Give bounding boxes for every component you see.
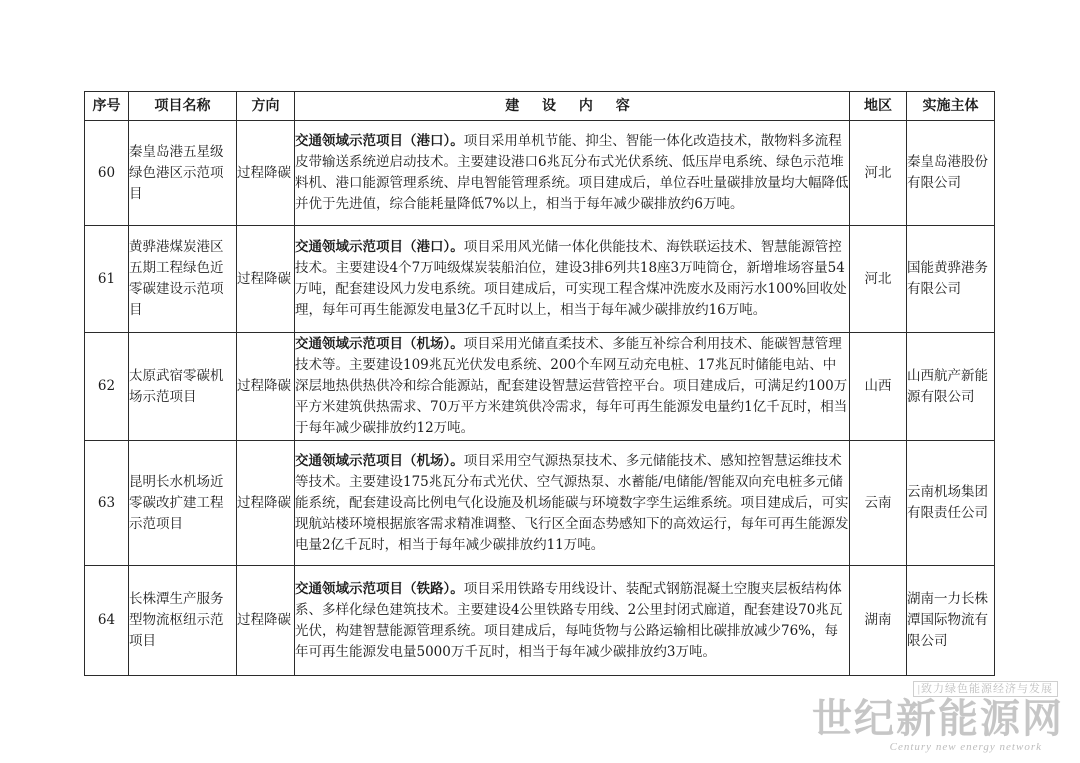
row-content-body: 项目采用单机节能、抑尘、智能一体化改造技术，散物料多流程皮带输送系统逆启动技术。主要建设港口6兆瓦分布式光伏系统、低压岸电系统、绿色示范堆料机、港口能源管理系统、岸电智能管理系统。项目建成后，单位吞吐量碳排放量均大幅降低并优于先进值，综合能耗量降低7%以上，相当于每年减少碳排放约6万吨。 [295, 133, 849, 212]
row-num: 61 [85, 226, 129, 333]
row-content [295, 226, 850, 333]
project-table [84, 91, 995, 676]
row-region: 湖南 [850, 566, 907, 676]
row-content-body: 项目采用光储直柔技术、多能互补综合利用技术、能碳智慧管理技术等。主要建设109兆瓦光伏发电系统、200个车网互动充电桩、17兆瓦时储能电站、中深层地热供热供冷和综合能源站，配套建设智慧运营管控平台。项目建成后，可满足约100万平方米建筑供热需求、70万平方米建筑供冷需求，每年可再生能源发电量约1亿千瓦时，相当于每年减少碳排放约12万吨。 [295, 336, 848, 436]
row-project-name: 黄骅港煤炭港区五期工程绿色近零碳建设示范项目 [129, 226, 237, 333]
row-content-lead: 交通领域示范项目（铁路）。 [295, 580, 464, 597]
row-project-name: 太原武宿零碳机场示范项目 [129, 333, 237, 441]
watermark-logo: 世纪新能源网 [812, 696, 1064, 741]
header-name: 项目名称 [129, 92, 237, 121]
header-direction: 方向 [237, 92, 295, 121]
row-region: 河北 [850, 121, 907, 226]
row-project-name: 昆明长水机场近零碳改扩建工程示范项目 [129, 441, 237, 566]
row-region: 云南 [850, 441, 907, 566]
row-project-name: 长株潭生产服务型物流枢纽示范项目 [129, 566, 237, 676]
table-header-row [85, 92, 995, 121]
row-direction: 过程降碳 [237, 441, 295, 566]
header-content: 建 设 内 容 [295, 92, 850, 121]
row-owner: 湖南一力长株潭国际物流有限公司 [907, 566, 995, 676]
table-row [85, 441, 995, 566]
header-region: 地区 [850, 92, 907, 121]
row-owner: 山西航产新能源有限公司 [907, 333, 995, 441]
row-region: 河北 [850, 226, 907, 333]
watermark-slogan: |致力绿色能源经济与发展 [913, 681, 1058, 697]
header-num: 序号 [85, 92, 129, 121]
row-content [295, 441, 850, 566]
table-row [85, 566, 995, 676]
row-num: 60 [85, 121, 129, 226]
row-content-body: 项目采用风光储一体化供能技术、海铁联运技术、智慧能源管控技术。主要建设4个7万吨级煤炭装船泊位，建设3排6列共18座3万吨筒仓，新增堆场容量54万吨，配套建设风力发电系统。项目建成后，可实现工程含煤冲洗废水及雨污水100%回收处理，每年可再生能源发电量3亿千瓦时以上，相当于每年减少碳排放约16万吨。 [295, 239, 847, 318]
row-content [295, 121, 850, 226]
row-num: 63 [85, 441, 129, 566]
row-owner: 云南机场集团有限责任公司 [907, 441, 995, 566]
row-direction: 过程降碳 [237, 333, 295, 441]
table-row [85, 333, 995, 441]
row-content-lead: 交通领域示范项目（机场）。 [295, 336, 464, 352]
header-owner: 实施主体 [907, 92, 995, 121]
row-content-lead: 交通领域示范项目（港口）。 [295, 133, 464, 149]
row-direction: 过程降碳 [237, 121, 295, 226]
watermark [812, 679, 1064, 753]
row-region: 山西 [850, 333, 907, 441]
row-owner: 秦皇岛港股份有限公司 [907, 121, 995, 226]
row-content [295, 333, 850, 441]
row-direction: 过程降碳 [237, 566, 295, 676]
row-content [295, 566, 850, 676]
row-owner: 国能黄骅港务有限公司 [907, 226, 995, 333]
row-num: 62 [85, 333, 129, 441]
row-content-body: 项目采用铁路专用线设计、装配式钢筋混凝土空腹夹层板结构体系、多样化绿色建筑技术。主要建设4公里铁路专用线、2公里封闭式廊道，配套建设70兆瓦光伏，构建智慧能源管理系统。项目建成后，每吨货物与公路运输相比碳排放减少76%，每年可再生能源发电量5000万千瓦时，相当于每年减少碳排放约3万吨。 [295, 580, 843, 660]
table-row [85, 226, 995, 333]
row-content-body: 项目采用空气源热泵技术、多元储能技术、感知控智慧运维技术等技术。主要建设175兆瓦分布式光伏、空气源热泵、水蓄能/电储能/智能双向充电桩多元储能系统，配套建设高比例电气化设施及机场能碳与环境数字孪生运维系统。项目建成后，可实现航站楼环境根据旅客需求精准调整、飞行区全面态势感知下的高效运行，每年可再生能源发电量2亿千瓦时，相当于每年减少碳排放约11万吨。 [295, 452, 849, 553]
row-direction: 过程降碳 [237, 226, 295, 333]
table-row [85, 121, 995, 226]
watermark-english: Century new energy network [889, 741, 1042, 753]
row-num: 64 [85, 566, 129, 676]
row-project-name: 秦皇岛港五星级绿色港区示范项目 [129, 121, 237, 226]
row-content-lead: 交通领域示范项目（机场）。 [295, 452, 464, 469]
row-content-lead: 交通领域示范项目（港口）。 [295, 239, 464, 255]
